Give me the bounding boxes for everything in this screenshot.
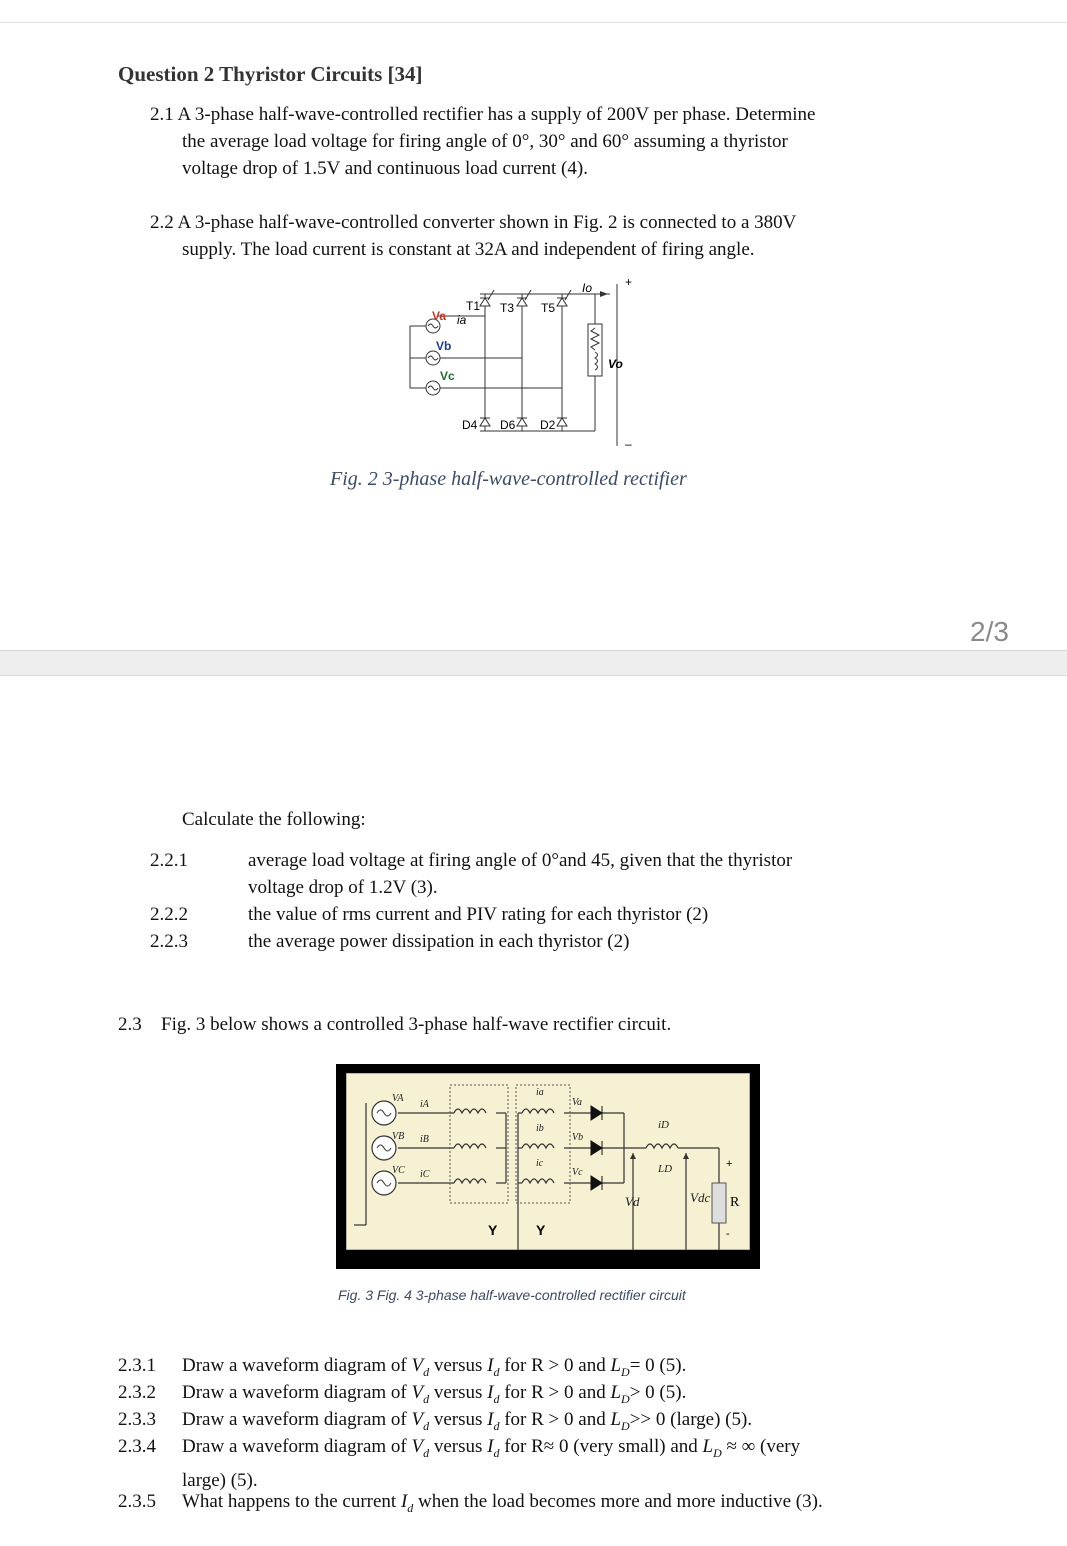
fig2-circuit-diagram <box>400 276 640 452</box>
ld-symbol: $L_D$ <box>610 1355 630 1379</box>
question-2-1 <box>150 101 950 182</box>
question-heading: Question 2 Thyristor Circuits [34] <box>118 62 423 86</box>
label-VA: VA <box>392 1093 404 1104</box>
item-num: 2.2.2 <box>150 904 188 925</box>
label-vb: Vb <box>436 339 452 353</box>
label-iB: iB <box>420 1134 429 1145</box>
label-vc: Vc <box>440 369 455 383</box>
fig3-circuit-diagram <box>346 1073 750 1250</box>
label-Vdc: Vdc <box>690 1190 711 1205</box>
label-LD: LD <box>658 1163 673 1175</box>
item-num: 2.2.3 <box>150 931 188 952</box>
id-symbol: $I_d$ <box>487 1436 500 1460</box>
cond-text: for R > 0 and <box>504 1382 606 1403</box>
i5-text-b: when the load becomes more and more inductive (3). <box>418 1491 823 1512</box>
draw-text: Draw a waveform diagram of <box>182 1382 407 1403</box>
q21-line3: voltage drop of 1.5V and continuous load current (4). <box>182 158 588 179</box>
label-d2: D2 <box>540 418 556 432</box>
ac-source-icons <box>372 1101 396 1195</box>
item-num: 2.2.1 <box>150 850 188 871</box>
versus-text: versus <box>433 1382 483 1403</box>
draw-text: Draw a waveform diagram of <box>182 1409 407 1430</box>
label-d6: D6 <box>500 418 516 432</box>
vd-symbol: $V_d$ <box>411 1382 430 1406</box>
versus-text: versus <box>433 1409 483 1430</box>
item-text <box>248 847 948 901</box>
id-symbol: $I_d$ <box>400 1491 414 1515</box>
label-R: R <box>730 1195 740 1210</box>
calc-intro: Calculate the following: <box>182 809 366 830</box>
label-plus: + <box>625 276 633 289</box>
versus-text: versus <box>433 1436 483 1457</box>
label-ia: ia <box>457 313 467 327</box>
item-2-2-1-line1: average load voltage at firing angle of 0°and 45, given that the thyristor <box>248 850 793 871</box>
cond-text: for R≈ 0 (very small) and <box>504 1436 698 1457</box>
source-b-icon <box>426 351 440 365</box>
id-symbol: $I_d$ <box>487 1409 500 1433</box>
label-iA: iA <box>420 1099 429 1110</box>
label-minus: - <box>726 1228 730 1240</box>
i5-text-a: What happens to the current <box>182 1491 397 1512</box>
label-ic: ic <box>536 1158 544 1169</box>
label-plus: + <box>726 1158 733 1170</box>
label-va: Va <box>432 309 447 323</box>
label-d4: D4 <box>462 418 478 432</box>
page-gap <box>0 650 1067 676</box>
cond-text: for R > 0 and <box>504 1409 606 1430</box>
q23-num: 2.3 <box>118 1014 142 1035</box>
label-Y1: Y <box>488 1222 498 1238</box>
draw-text: Draw a waveform diagram of <box>182 1436 407 1457</box>
draw-text: Draw a waveform diagram of <box>182 1355 407 1376</box>
vd-symbol: $V_d$ <box>411 1436 430 1460</box>
label-Y2: Y <box>536 1222 546 1238</box>
item-text: the average power dissipation in each thyristor (2) <box>248 931 630 952</box>
tail-text: >> 0 (large) (5). <box>629 1409 753 1430</box>
label-VB: VB <box>392 1131 405 1142</box>
label-vb: Vb <box>572 1132 584 1143</box>
label-iC: iC <box>420 1169 430 1180</box>
label-vo: Vo <box>608 357 623 371</box>
item-2-3-4-line2: large) (5). <box>182 1469 258 1491</box>
cond-text: for R > 0 and <box>504 1355 606 1376</box>
item-text: the value of rms current and PIV rating for each thyristor (2) <box>248 904 709 925</box>
ld-symbol: $L_D$ <box>610 1409 630 1433</box>
item-num: 2.3.1 <box>118 1355 156 1376</box>
item-2-3-5 <box>182 1488 823 1522</box>
question-2-2 <box>150 209 950 263</box>
q21-line1: 2.1 A 3-phase half-wave-controlled rectifier has a supply of 200V per phase. Determine <box>150 104 816 125</box>
page-number: 2/3 <box>970 616 1009 647</box>
label-VC: VC <box>392 1165 405 1176</box>
label-va: Va <box>572 1097 582 1108</box>
label-t3: T3 <box>500 301 515 315</box>
item-num: 2.3.2 <box>118 1382 156 1403</box>
q22-line1: 2.2 A 3-phase half-wave-controlled converter shown in Fig. 2 is connected to a 380V <box>150 212 797 233</box>
tail-text: ≈ ∞ (very <box>726 1436 801 1457</box>
item-num: 2.3.3 <box>118 1409 156 1430</box>
label-ia: ia <box>536 1087 544 1098</box>
label-minus: – <box>625 437 632 451</box>
label-vc: Vc <box>572 1167 583 1178</box>
source-c-icon <box>426 381 440 395</box>
ld-symbol: $L_D$ <box>702 1436 722 1460</box>
q22-line2: supply. The load current is constant at 32A and independent of firing angle. <box>182 239 755 260</box>
tail-text: > 0 (5). <box>629 1382 687 1403</box>
label-Vd: Vd <box>625 1194 640 1209</box>
q21-line2: the average load voltage for firing angle of 0°, 30° and 60° assuming a thyristor <box>182 131 788 152</box>
id-symbol: $I_d$ <box>487 1382 500 1406</box>
item-num: 2.3.4 <box>118 1436 156 1457</box>
label-io: Io <box>582 281 593 295</box>
item-num: 2.3.5 <box>118 1491 156 1512</box>
q23-text: Fig. 3 below shows a controlled 3-phase half-wave rectifier circuit. <box>161 1014 672 1035</box>
fig3-caption: Fig. 3 Fig. 4 3-phase half-wave-controlled rectifier circuit <box>338 1287 686 1303</box>
versus-text: versus <box>433 1355 483 1376</box>
ld-symbol: $L_D$ <box>610 1382 630 1406</box>
label-t5: T5 <box>541 301 556 315</box>
vd-symbol: $V_d$ <box>411 1355 430 1379</box>
thyristor-symbols <box>480 290 571 306</box>
item-2-2-1-line2: voltage drop of 1.2V (3). <box>248 877 438 898</box>
id-symbol: $I_d$ <box>487 1355 500 1379</box>
vd-symbol: $V_d$ <box>411 1409 430 1433</box>
item-2-3-4 <box>182 1433 942 1494</box>
label-ib: ib <box>536 1123 544 1134</box>
fig2-caption: Fig. 2 3-phase half-wave-controlled rectifier <box>330 468 687 490</box>
label-t1: T1 <box>466 299 481 313</box>
label-iD: iD <box>658 1119 669 1131</box>
top-page-border <box>0 0 1067 23</box>
tail-text: = 0 (5). <box>629 1355 687 1376</box>
